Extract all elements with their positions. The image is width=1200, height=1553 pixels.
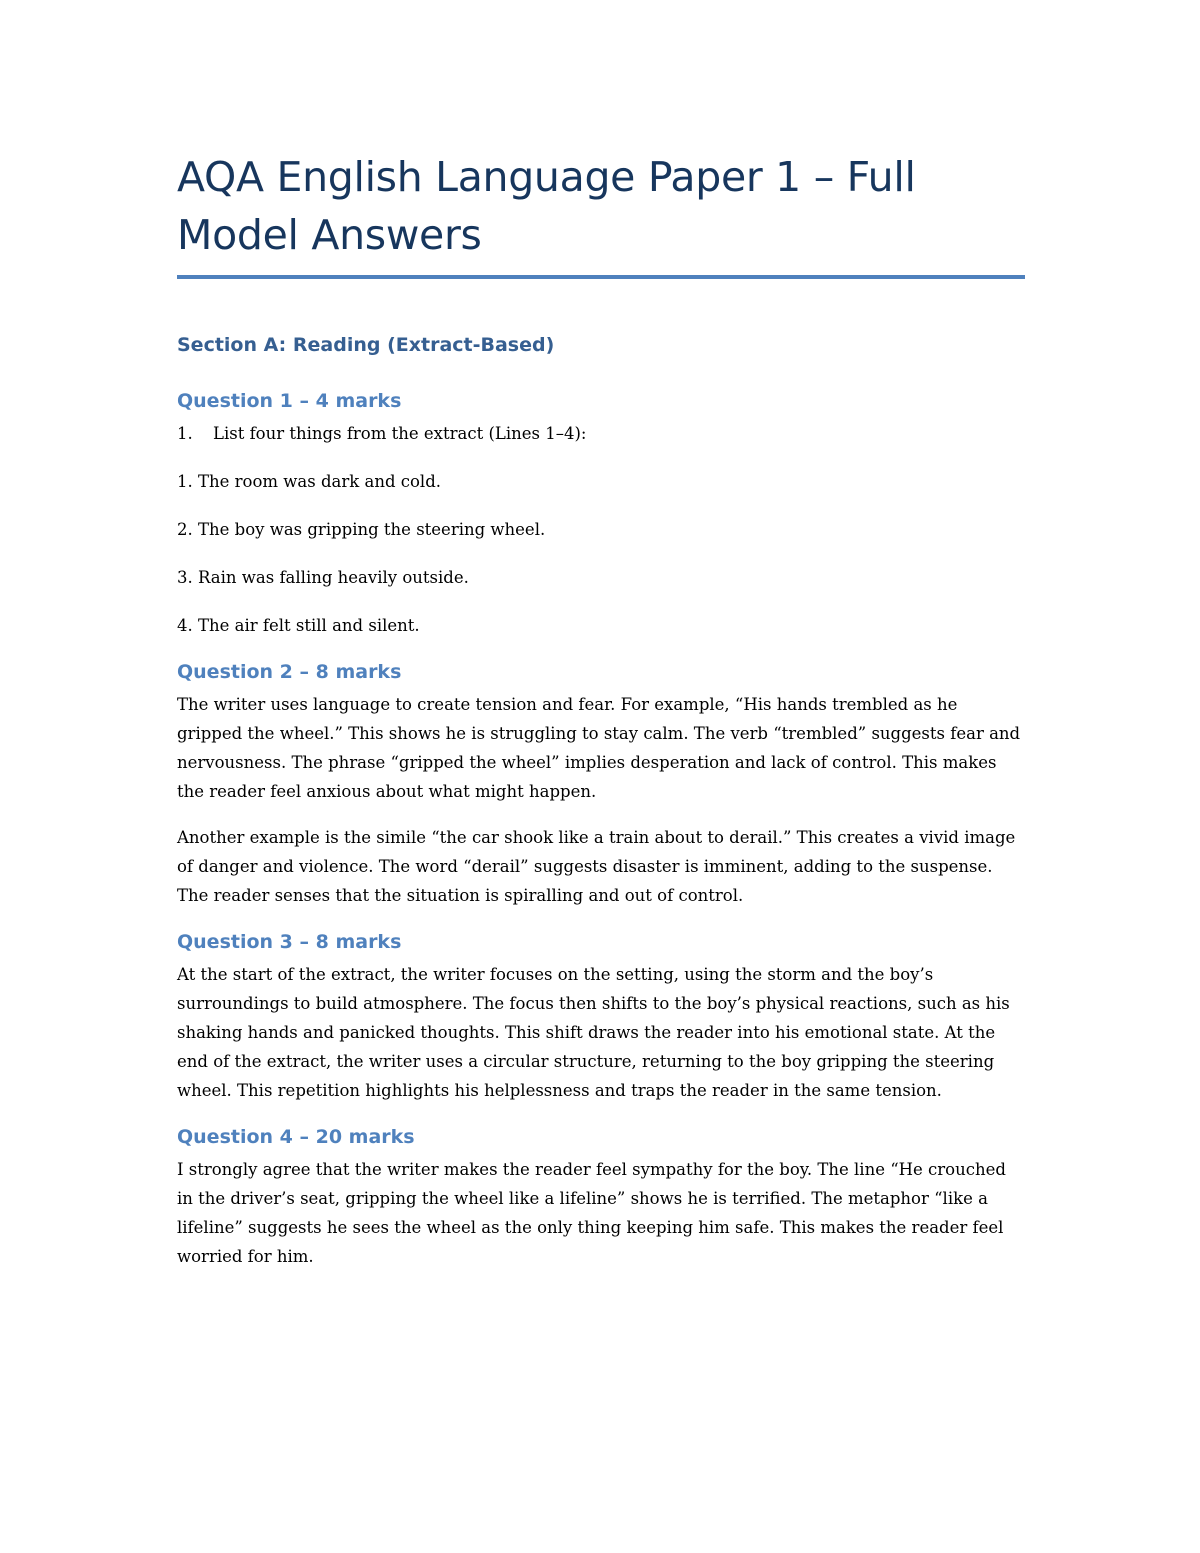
prompt-text: List four things from the extract (Lines 1–4):: [213, 424, 587, 443]
question-4-paragraph: I strongly agree that the writer makes the reader feel sympathy for the boy. The line “He crouched in the driver’s seat, gripping the wheel like a lifeline” shows he is terrified. The metaphor “like a lifeline” suggests he sees the wheel as the only thing keeping him safe. This makes the reader feel worried for him.: [177, 1160, 1006, 1266]
question-1-prompt: [177, 419, 1025, 448]
document-title: AQA English Language Paper 1 – Full Model Answers: [177, 153, 916, 259]
list-number: 1.: [177, 424, 193, 443]
question-2-paragraph: Another example is the simile “the car shook like a train about to derail.” This creates a vivid image of danger and violence. The word “derail” suggests disaster is imminent, adding to the suspense. The reader senses that the situation is spiralling and out of control.: [177, 828, 1016, 905]
question-2-paragraph: The writer uses language to create tension and fear. For example, “His hands trembled as he gripped the wheel.” This shows he is struggling to stay calm. The verb “trembled” suggests fear and nervousness. The phrase “gripped the wheel” implies desperation and lack of control. This makes the reader feel anxious about what might happen.: [177, 695, 1021, 801]
question-1-heading: Question 1 – 4 marks: [177, 390, 402, 412]
document-page: [177, 148, 1025, 1271]
answer-item: 2. The boy was gripping the steering wheel.: [177, 520, 546, 539]
question-4-heading: Question 4 – 20 marks: [177, 1126, 415, 1148]
question-3-paragraph: At the start of the extract, the writer focuses on the setting, using the storm and the boy’s surroundings to build atmosphere. The focus then shifts to the boy’s physical reactions, such as his shaking hands and panicked thoughts. This shift draws the reader into his emotional state. At the end of the extract, the writer uses a circular structure, returning to the boy gripping the steering wheel. This repetition highlights his helplessness and traps the reader in the same tension.: [177, 965, 1010, 1100]
answer-item: 3. Rain was falling heavily outside.: [177, 568, 469, 587]
answer-item: 1. The room was dark and cold.: [177, 472, 442, 491]
title-underline: [177, 275, 1025, 279]
question-3-heading: Question 3 – 8 marks: [177, 931, 402, 953]
section-heading: Section A: Reading (Extract-Based): [177, 334, 555, 356]
question-2-heading: Question 2 – 8 marks: [177, 661, 402, 683]
answer-item: 4. The air felt still and silent.: [177, 616, 420, 635]
